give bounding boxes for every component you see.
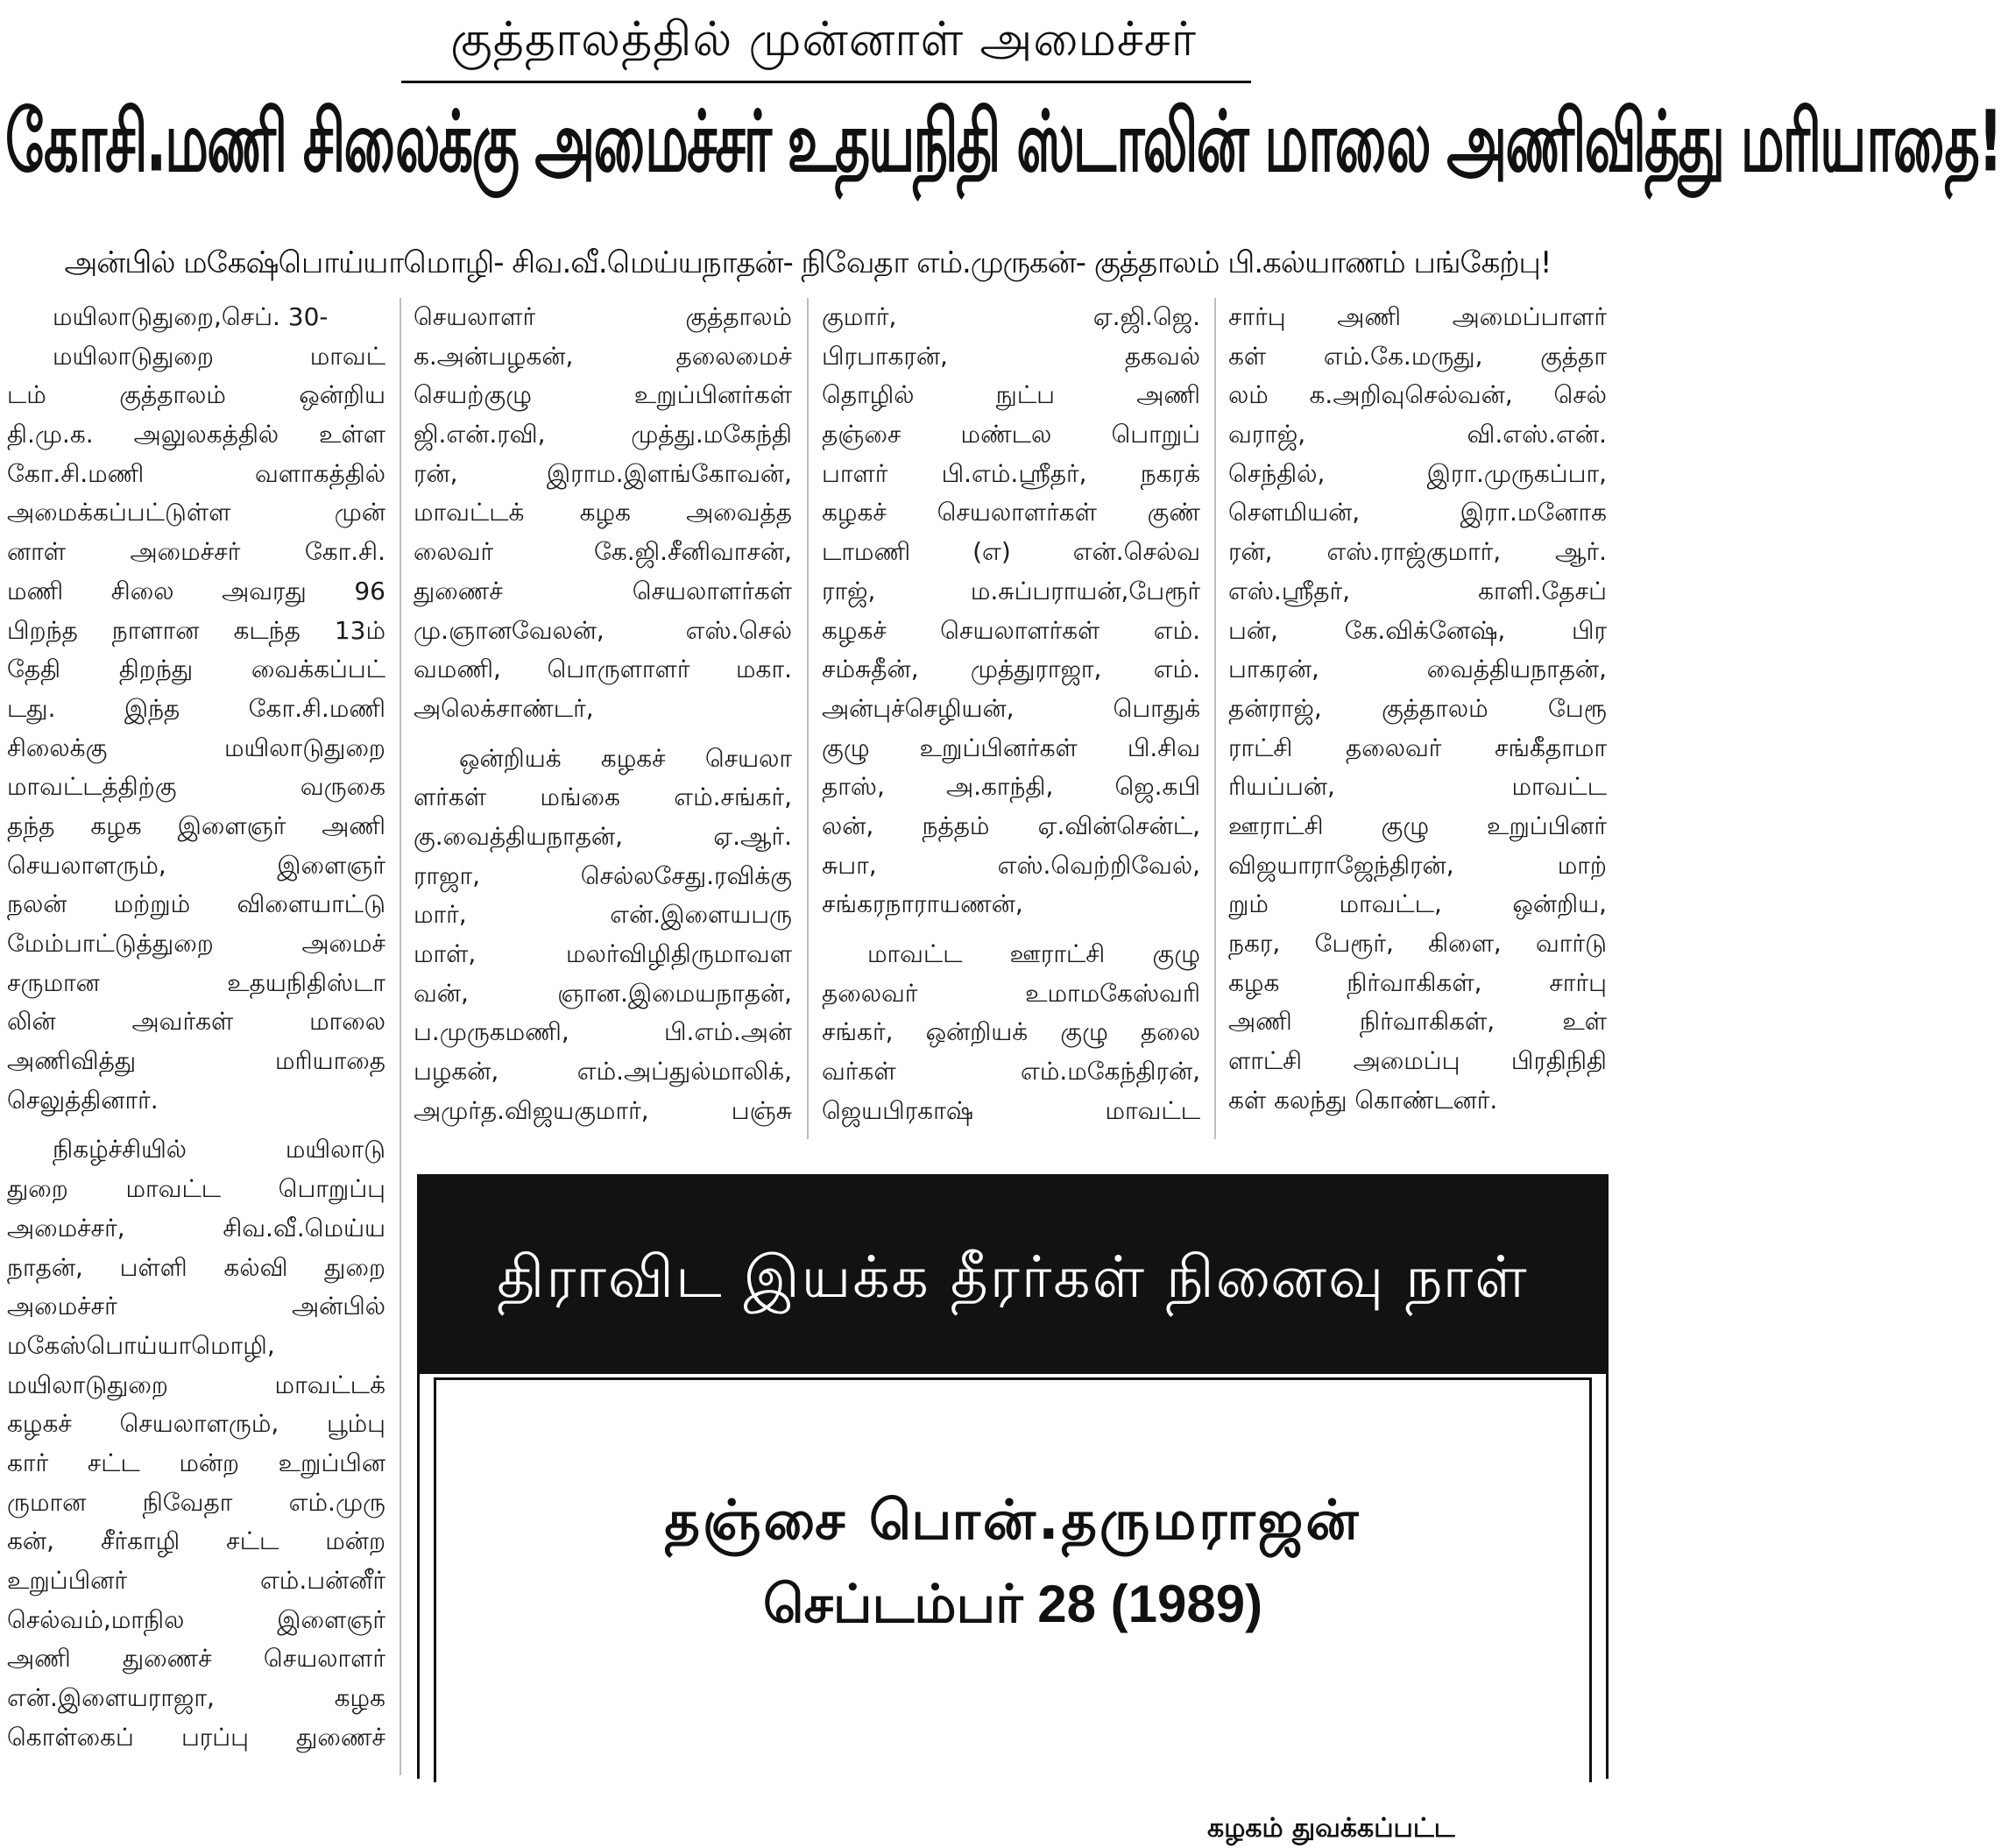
column-line: கழக நிர்வாகிகள், சார்பு [1228, 967, 1607, 997]
column-line: டது. இந்த கோ.சி.மணி [7, 693, 385, 723]
column-line: ளர்கள் மங்கை எம்.சங்கர், [414, 782, 792, 812]
column-line: லன், நத்தம் ஏ.வின்சென்ட், [822, 811, 1200, 840]
column-line: மாவட்டத்திற்கு வருகை [7, 772, 385, 802]
column-line: மணி சிலை அவரது 96 [7, 576, 385, 605]
article-column-3 [822, 298, 1200, 1130]
column-line: ஒன்றியக் கழகச் செயலா [459, 743, 792, 773]
column-line: மாவட்டக் கழக அவைத்த [414, 498, 792, 527]
column-line: வமணி, பொருளாளர் மகா. [414, 655, 792, 684]
column-line: கள் கலந்து கொண்டனர். [1228, 1085, 1498, 1115]
column-line: தன்ராஜ், குத்தாலம் பேரூ [1228, 693, 1607, 723]
column-line: சங்கரநாராயணன், [822, 889, 1023, 919]
column-line: மயிலாடுதுறை மாவட்டக் [7, 1370, 385, 1399]
column-line: ராஜ், ம.சுப்பராயன்,பேரூர் [822, 576, 1200, 605]
column-line: மகேஸ்பொய்யாமொழி, [7, 1330, 275, 1360]
column-line: நாதன், பள்ளி கல்வி துறை [7, 1252, 385, 1282]
column-line: ஜி.என்.ரவி, முத்து.மகேந்தி [414, 420, 792, 450]
column-line: டாமணி (எ) என்.செல்வ [822, 537, 1200, 567]
paragraph-gap [414, 729, 792, 740]
column-line: அமைக்கப்பட்டுள்ள முன் [7, 498, 385, 527]
memorial-inner-panel [434, 1377, 1592, 1844]
column-line: கோ.சி.மணி வளாகத்தில் [7, 458, 385, 488]
column-line: விஜயாராஜேந்திரன், மாற் [1228, 850, 1607, 880]
column-line: சிலைக்கு மயிலாடுதுறை [7, 733, 385, 762]
column-line: சௌமியன், இரா.மனோக [1228, 498, 1607, 527]
column-line: தாஸ், அ.காந்தி, ஜெ.கபி [822, 772, 1200, 802]
column-line: செயலாளர் குத்தாலம் [414, 302, 792, 331]
column-line: அன்புச்செழியன், பொதுக் [822, 693, 1200, 723]
column-line: கன், சீர்காழி சட்ட மன்ற [7, 1526, 385, 1556]
column-line: தி.மு.க. அலுலகத்தில் உள்ள [7, 420, 385, 450]
column-line: நிகழ்ச்சியில் மயிலாடு [53, 1135, 385, 1165]
column-line: கழகச் செயலாளரும், பூம்பு [7, 1409, 385, 1439]
column-line: கழகச் செயலாளர்கள் குண் [822, 498, 1200, 527]
column-line: ளாட்சி அமைப்பு பிரதிநிதி [1228, 1046, 1607, 1076]
memorial-notice-box [417, 1174, 1609, 1844]
column-line: மு.ஞானவேலன், எஸ்.செல் [414, 615, 792, 645]
column-line: செலுத்தினார். [7, 1085, 159, 1115]
paragraph-gap [7, 1120, 385, 1130]
column-line: என்.இளையராஜா, கழக [7, 1683, 385, 1713]
column-line: லம் க.அறிவுசெல்வன், செல் [1228, 380, 1607, 410]
column-line: ராஜா, செல்லசேது.ரவிக்கு [414, 860, 792, 890]
column-line: பன், கே.விக்னேஷ், பிர [1228, 615, 1607, 645]
memorial-banner-title: திராவிட இயக்க தீரர்கள் நினைவு நாள் [497, 1243, 1529, 1311]
column-line: பாளர் பி.எம்.ஸ்ரீதர், நகரக் [822, 458, 1200, 488]
column-line: அமுர்த.விஜயகுமார், பஞ்சு [414, 1095, 792, 1125]
column-line: தேதி திறந்து வைக்கப்பட் [7, 655, 385, 684]
column-divider [807, 298, 809, 1139]
column-line: வன், ஞான.இமையநாதன், [414, 978, 792, 1008]
column-line: சங்கர், ஒன்றியக் குழு தலை [822, 1017, 1200, 1047]
column-line: றும் மாவட்ட, ஒன்றிய, [1228, 889, 1607, 919]
column-line: எஸ்.ஸ்ரீதர், காளி.தேசப் [1228, 576, 1607, 605]
article-column-1 [7, 298, 385, 1757]
column-line: மார், என்.இளையபரு [414, 900, 792, 930]
sub-headline: அன்பில் மகேஷ்பொய்யாமொழி- சிவ.வீ.மெய்யநாதன்- நிவேதா எம்.முருகன்- குத்தாலம் பி.கல்யாணம் பங்கேற்பு! [64, 245, 1552, 280]
column-line: சம்சுதீன், முத்துராஜா, எம். [822, 655, 1200, 684]
column-line: குழு உறுப்பினர்கள் பி.சிவ [822, 733, 1200, 762]
column-line: செயலாளரும், இளைஞர் [7, 850, 385, 880]
column-line: கார் சட்ட மன்ற உறுப்பின [7, 1448, 385, 1477]
column-line: ருமான நிவேதா எம்.முரு [7, 1487, 385, 1517]
column-line: சருமான உதயநிதிஸ்டா [7, 967, 385, 997]
article-column-2 [414, 298, 792, 1130]
column-line: மாள், மலர்விழிதிருமாவள [414, 939, 792, 968]
column-line: ரன், எஸ்.ராஜ்குமார், ஆர். [1228, 537, 1607, 567]
column-line: அமைச்சர் அன்பில் [7, 1292, 385, 1321]
column-line: லின் அவர்கள் மாலை [7, 1007, 385, 1037]
paragraph-gap [822, 924, 1200, 935]
column-line: செல்வம்,மாநில இளைஞர் [7, 1604, 385, 1634]
column-line: நலன் மற்றும் விளையாட்டு [7, 889, 385, 919]
column-line: ராட்சி தலைவர் சங்கீதாமா [1228, 733, 1607, 762]
column-divider [399, 298, 401, 1775]
column-line: மயிலாடுதுறை,செப். 30- [53, 302, 329, 331]
column-line: அமைச்சர், சிவ.வீ.மெய்ய [7, 1213, 385, 1243]
column-line: கு.வைத்தியநாதன், ஏ.ஆர். [414, 821, 792, 851]
column-line: சார்பு அணி அமைப்பாளர் [1228, 302, 1607, 331]
column-line: மாவட்ட ஊராட்சி குழு [867, 939, 1200, 968]
column-line: ஜெயபிரகாஷ் மாவட்ட [822, 1095, 1200, 1125]
column-line: செயற்குழு உறுப்பினர்கள் [414, 380, 792, 410]
column-line: அணிவித்து மரியாதை [7, 1046, 385, 1076]
column-line: பழகன், எம்.அப்துல்மாலிக், [414, 1057, 792, 1087]
memorial-footer-text: கழகம் துவக்கப்பட்ட [1207, 1813, 1455, 1844]
column-line: லைவர் கே.ஜி.சீனிவாசன், [414, 537, 792, 567]
main-headline: கோசி.மணி சிலைக்கு அமைச்சர் உதயநிதி ஸ்டாலின் மாலை அணிவித்து மரியாதை! [5, 91, 2001, 191]
column-line: வர்கள் எம்.மகேந்திரன், [822, 1057, 1200, 1087]
column-line: தந்த கழக இளைஞர் அணி [7, 811, 385, 840]
column-line: கொள்கைப் பரப்பு துணைச் [7, 1722, 385, 1752]
column-line: ரன், இராம.இளங்கோவன், [414, 458, 792, 488]
column-line: மயிலாடுதுறை மாவட் [53, 341, 385, 371]
column-line: தொழில் நுட்ப அணி [822, 380, 1200, 410]
column-line: துணைச் செயலாளர்கள் [414, 576, 792, 605]
column-line: பிரபாகரன், தகவல் [822, 341, 1200, 371]
column-line: உறுப்பினர் எம்.பன்னீர் [7, 1566, 385, 1595]
memorial-date: செப்டம்பர் 28 (1989) [762, 1575, 1263, 1633]
column-line: னாள் அமைச்சர் கோ.சி. [7, 537, 385, 567]
column-line: நகர, பேரூர், கிளை, வார்டு [1228, 929, 1607, 958]
article-column-4 [1228, 298, 1607, 1120]
column-line: ப.முருகமணி, பி.எம்.அன் [414, 1017, 792, 1047]
column-line: செந்தில், இரா.முருகப்பா, [1228, 458, 1607, 488]
column-line: தஞ்சை மண்டல பொறுப் [822, 420, 1200, 450]
column-line: டம் குத்தாலம் ஒன்றிய [7, 380, 385, 410]
headline-kicker: குத்தாலத்தில் முன்னாள் அமைச்சர் [450, 11, 1197, 67]
column-line: அணி துணைச் செயலாளர் [7, 1644, 385, 1674]
column-line: சுபா, எஸ்.வெற்றிவேல், [822, 850, 1200, 880]
memorial-banner [420, 1174, 1606, 1374]
column-line: கள் எம்.கே.மருது, குத்தா [1228, 341, 1607, 371]
column-line: அணி நிர்வாகிகள், உள் [1228, 1007, 1607, 1037]
column-line: பாகரன், வைத்தியநாதன், [1228, 655, 1607, 684]
column-line: துறை மாவட்ட பொறுப்பு [7, 1174, 385, 1204]
column-line: க.அன்பழகன், தலைமைச் [414, 341, 792, 371]
column-line: கழகச் செயலாளர்கள் எம். [822, 615, 1200, 645]
column-line: குமார், ஏ.ஜி.ஜெ. [822, 302, 1200, 331]
column-line: ரியப்பன், மாவட்ட [1228, 772, 1607, 802]
memorial-person-name: தஞ்சை பொன்.தருமராஜன் [664, 1488, 1361, 1552]
column-line: தலைவர் உமாமகேஸ்வரி [822, 978, 1200, 1008]
column-line: அலெக்சாண்டர், [414, 693, 594, 723]
column-line: வராஜ், வி.எஸ்.என். [1228, 420, 1607, 450]
column-line: மேம்பாட்டுத்துறை அமைச் [7, 929, 385, 958]
column-line: ஊராட்சி குழு உறுப்பினர் [1228, 811, 1607, 840]
column-line: பிறந்த நாளான கடந்த 13ம் [7, 615, 385, 645]
column-divider [1214, 298, 1216, 1139]
